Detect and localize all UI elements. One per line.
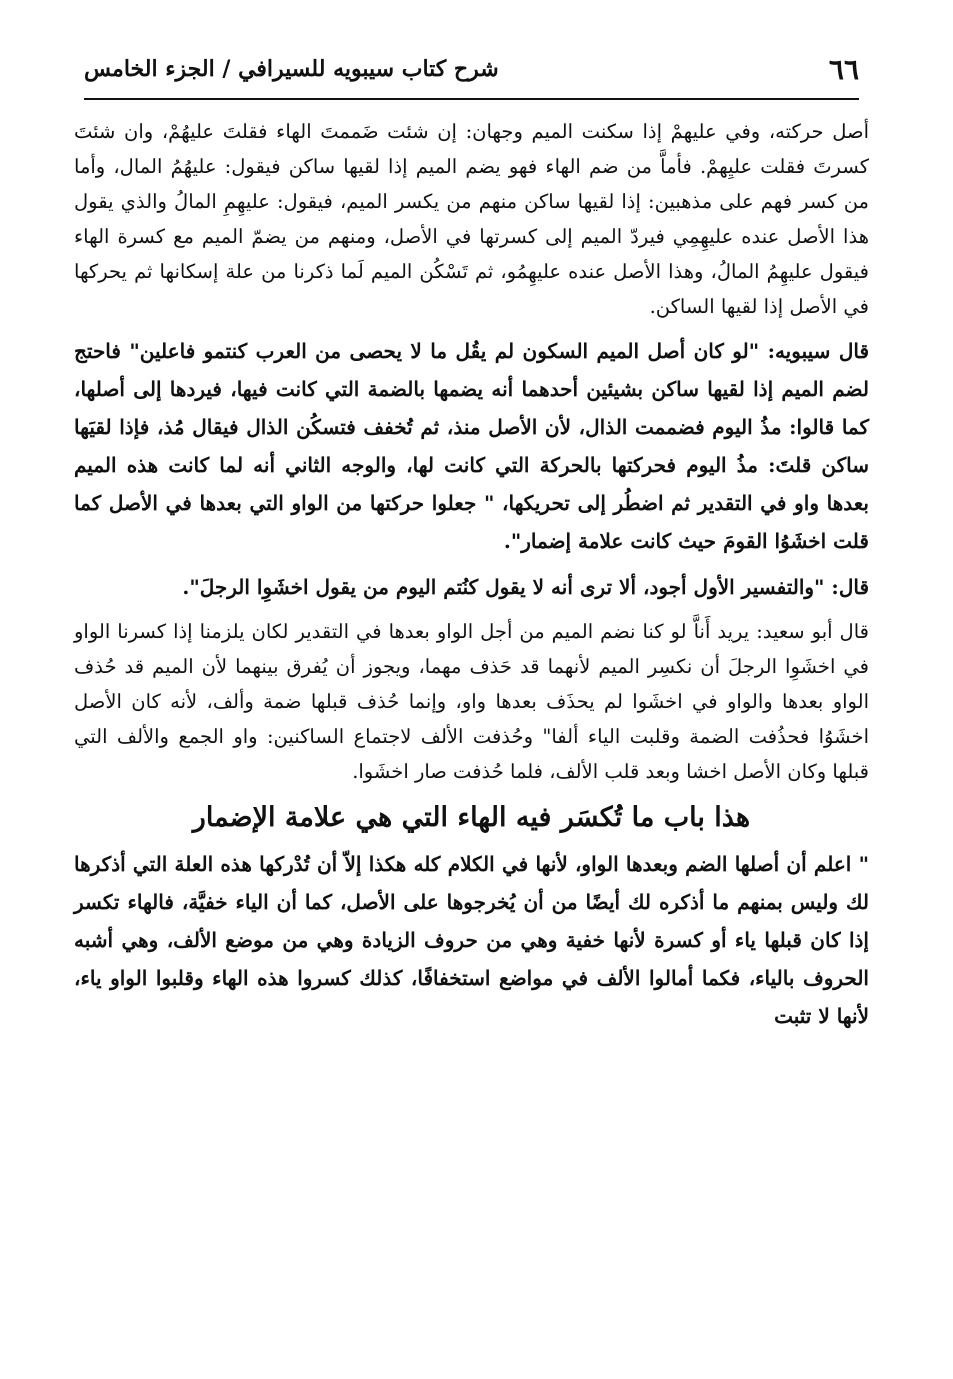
- paragraph-4: قال أبو سعيد: يريد أَناَّ لو كنا نضم الميم من أجل الواو بعدها في التقدير لكان يلزمنا إذا كسرنا الواو في اخشَوِا الرجلَ أن نكسِر الميم لأنهما قد حَذف مهما، ويجوز أن يُفرق بينهما لأن الميم قد حُذف الواو بعدها والواو في اخشَوا لم يحذَف بعدها واو، وإنما حُذف قبلها ضمة وألف، لأنه كان الأصل اخشَوُا فحذُفت الضمة وقلبت الياء ألفا" وحُذفت الألف لاجتماع الساكنين: واو الجمع والألف التي قبلها وكان الأصل اخشا وبعد قلب الألف، فلما حُذفت صار اخشَوا.: [74, 620, 869, 783]
- paragraph-3: قال: "والتفسير الأول أجود، ألا ترى أنه لا يقول كنُتم اليوم من يقول اخشَوِا الرجلَ".: [182, 575, 869, 599]
- page-number: ٦٦: [828, 52, 859, 86]
- page-body: [74, 114, 869, 1035]
- section-heading: هذا باب ما تُكسَر فيه الهاء التي هي علامة الإضمار: [192, 802, 751, 833]
- paragraph-2: قال سيبويه: "لو كان أصل الميم السكون لم يقُل ما لا يحصى من العرب كنتمو فاعلين" فاحتج لضم الميم إذا لقيها ساكن بشيئين أحدهما أنه يضمها بالضمة التي كانت فيها، فيردها إلى أصلها، كما قالوا: مذُ اليوم فضممت الذال، لأن الأصل منذ، ثم تُخفف فتسكُن الذال فيقال مُذ، فإذا لقيَها ساكن قلتَ: مذُ اليوم فحركتها بالحركة التي كانت لها، والوجه الثاني أنه لما كانت هذه الميم بعدها واو في التقدير ثم اضطُر إلى تحريكها، " جعلوا حركتها من الواو التي بعدها في الأصل كما قلت اخشَوُا القومَ حيث كانت علامة إضمار".: [74, 339, 869, 553]
- page-header: [84, 40, 859, 100]
- running-title: شرح كتاب سيبويه للسيرافي / الجزء الخامس: [84, 56, 499, 82]
- section-paragraph: " اعلم أن أصلها الضم وبعدها الواو، لأنها في الكلام كله هكذا إلاّ أن تُدْركها هذه العلة التي أذكرها لك وليس بمنهم ما أذكره لك أيضًا من أن يُخرجوها على الأصل، كما أن الياء خفيَّة، فالهاء تكسر إذا كان قبلها ياء أو كسرة لأنها خفية وهي من حروف الزيادة وهي من موضع الألف، وهي أشبه الحروف بالياء، فكما أمالوا الألف في مواضع استخفافًا، كذلك كسروا هذه الهاء وقلبوا الواو ياء، لأنها لا تثبت: [74, 852, 869, 1028]
- paragraph-1: أصل حركته، وفي عليهمْ إذا سكنت الميم وجهان: إن شئت ضَممتَ الهاء فقلتَ عليهُمْ، وان شئتَ كسرتَ فقلت عليِهمْ. فأماَّ من ضم الهاء فهو يضم الميم إذا لقيها ساكن فيقول: عليهُمُ المال، وأما من كسر فهم على مذهبين: إذا لقيها ساكن منهم من يكسر الميم، فيقول: عليهِمِ المالُ والذي يقول هذا الأصل عنده عليهِمِي فيردّ الميم إلى كسرتها في الأصل، ومنهم من يضمّ الميم مع كسرة الهاء فيقول عليهِمُ المالُ، وهذا الأصل عنده عليهِمُو، ثم تَسْكُن الميم لَما ذكرنا من علة إسكانها ثم يحركها في الأصل إذا لقيها الساكن.: [74, 120, 869, 318]
